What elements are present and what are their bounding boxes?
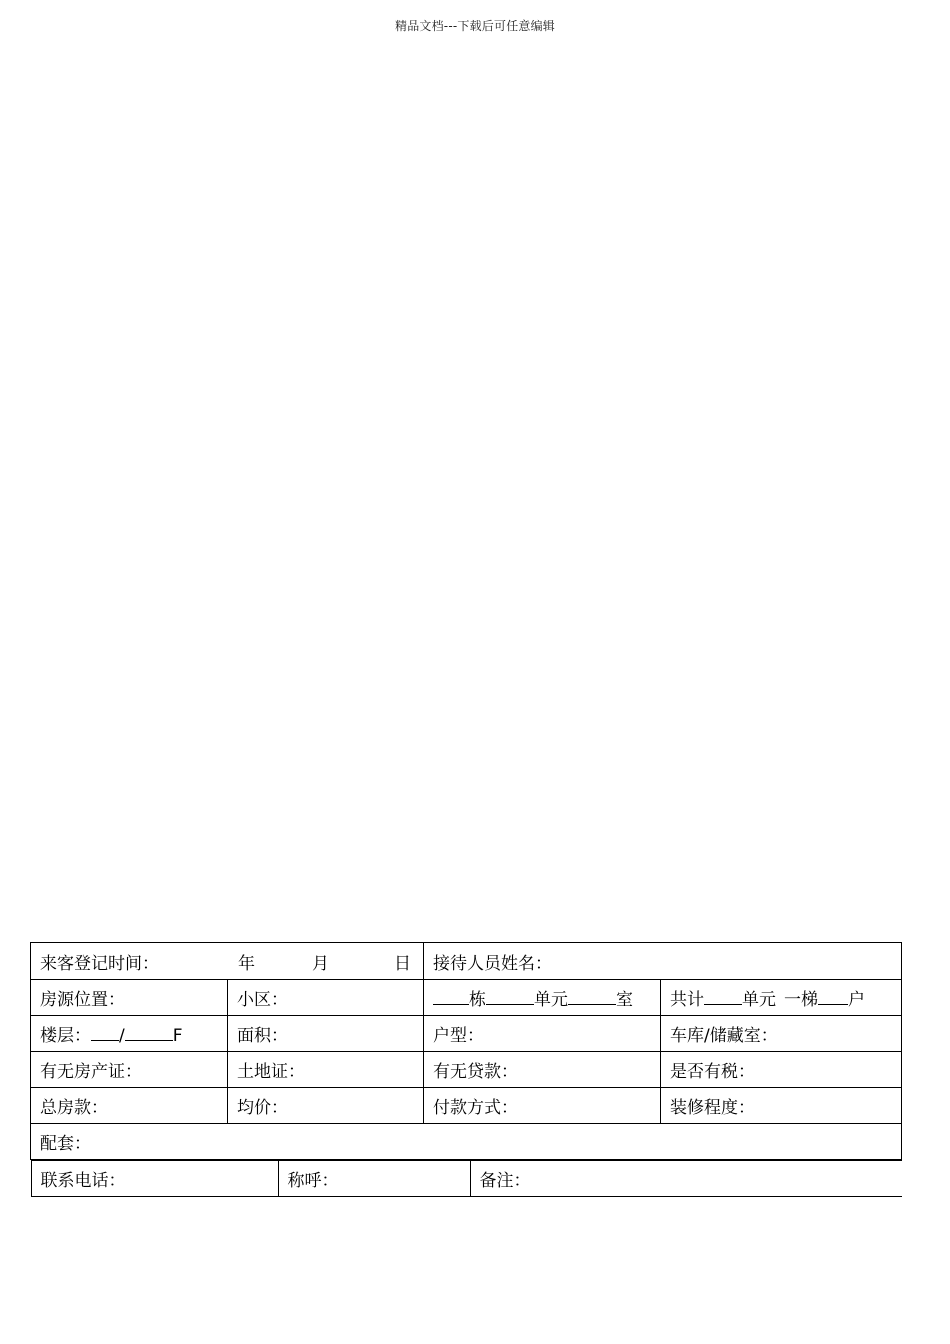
building-blank[interactable] xyxy=(433,989,469,1005)
payment-cell[interactable] xyxy=(424,1088,661,1124)
visit-time-cell[interactable] xyxy=(31,943,424,980)
floor-cell[interactable] xyxy=(31,1016,228,1052)
land-cert-cell[interactable] xyxy=(228,1052,424,1088)
unit-unit: 单元 xyxy=(534,990,568,1010)
total-units-cell[interactable] xyxy=(661,980,902,1016)
avg-price-cell[interactable] xyxy=(228,1088,424,1124)
contact-subtable xyxy=(31,1160,902,1197)
remarks-cell[interactable] xyxy=(470,1161,902,1197)
layout-cell[interactable] xyxy=(424,1016,661,1052)
tax-cell[interactable] xyxy=(661,1052,902,1088)
year-unit: 年 xyxy=(238,953,255,974)
remarks-label: 备注： xyxy=(479,1171,531,1191)
floor-row xyxy=(31,1016,902,1052)
room-blank[interactable] xyxy=(568,989,616,1005)
garage-label: 车库/储藏室： xyxy=(670,1026,778,1046)
decoration-cell[interactable] xyxy=(661,1088,902,1124)
community-label: 小区： xyxy=(237,990,288,1010)
one-ladder-label: 一梯 xyxy=(784,990,818,1010)
page-header: 精品文档---下载后可任意编辑 xyxy=(395,19,555,33)
total-prefix: 共计 xyxy=(670,990,704,1010)
loan-label: 有无贷款： xyxy=(433,1062,518,1082)
land-cert-label: 土地证： xyxy=(237,1062,305,1082)
loan-cell[interactable] xyxy=(424,1052,661,1088)
location-row xyxy=(31,980,902,1016)
floor-blank[interactable] xyxy=(91,1025,119,1041)
household-blank[interactable] xyxy=(818,989,848,1005)
price-row xyxy=(31,1088,902,1124)
visit-time-label: 来客登记时间： xyxy=(40,953,159,974)
customer-registration-form xyxy=(30,942,902,1197)
title-cell[interactable] xyxy=(278,1161,470,1197)
community-cell[interactable] xyxy=(228,980,424,1016)
unit-blank[interactable] xyxy=(486,989,534,1005)
property-cert-cell[interactable] xyxy=(31,1052,228,1088)
location-label: 房源位置： xyxy=(40,990,125,1010)
phone-label: 联系电话： xyxy=(40,1171,126,1191)
area-label: 面积： xyxy=(237,1026,288,1046)
receptionist-cell[interactable] xyxy=(424,943,902,980)
floor-slash: / xyxy=(119,1026,125,1046)
facilities-cell[interactable] xyxy=(31,1124,902,1160)
total-units-blank[interactable] xyxy=(704,989,742,1005)
property-cert-label: 有无房产证： xyxy=(40,1062,142,1082)
area-cell[interactable] xyxy=(228,1016,424,1052)
location-cell[interactable] xyxy=(31,980,228,1016)
total-price-label: 总房款： xyxy=(40,1098,108,1118)
decoration-label: 装修程度： xyxy=(670,1098,755,1118)
payment-label: 付款方式： xyxy=(433,1098,518,1118)
receptionist-label: 接待人员姓名： xyxy=(433,953,552,974)
contact-row-container xyxy=(31,1160,902,1198)
total-floor-blank[interactable] xyxy=(125,1025,173,1041)
household-unit: 户 xyxy=(848,990,865,1010)
tax-label: 是否有税： xyxy=(670,1062,755,1082)
certificate-row xyxy=(31,1052,902,1088)
facilities-label: 配套： xyxy=(40,1134,91,1154)
phone-cell[interactable] xyxy=(31,1161,278,1197)
total-unit-unit: 单元 xyxy=(742,990,776,1010)
contact-row xyxy=(31,1160,902,1198)
floor-suffix: F xyxy=(172,1026,183,1046)
day-unit: 日 xyxy=(394,953,411,974)
layout-label: 户型： xyxy=(433,1026,484,1046)
month-unit: 月 xyxy=(312,953,329,974)
floor-label: 楼层： xyxy=(40,1026,91,1046)
visit-row xyxy=(31,943,902,980)
total-price-cell[interactable] xyxy=(31,1088,228,1124)
title-label: 称呼： xyxy=(287,1171,339,1191)
avg-price-label: 均价： xyxy=(237,1098,288,1118)
room-unit: 室 xyxy=(616,990,633,1010)
building-unit-room-cell[interactable] xyxy=(424,980,661,1016)
facilities-row xyxy=(31,1124,902,1160)
building-unit: 栋 xyxy=(469,990,486,1010)
garage-cell[interactable] xyxy=(661,1016,902,1052)
